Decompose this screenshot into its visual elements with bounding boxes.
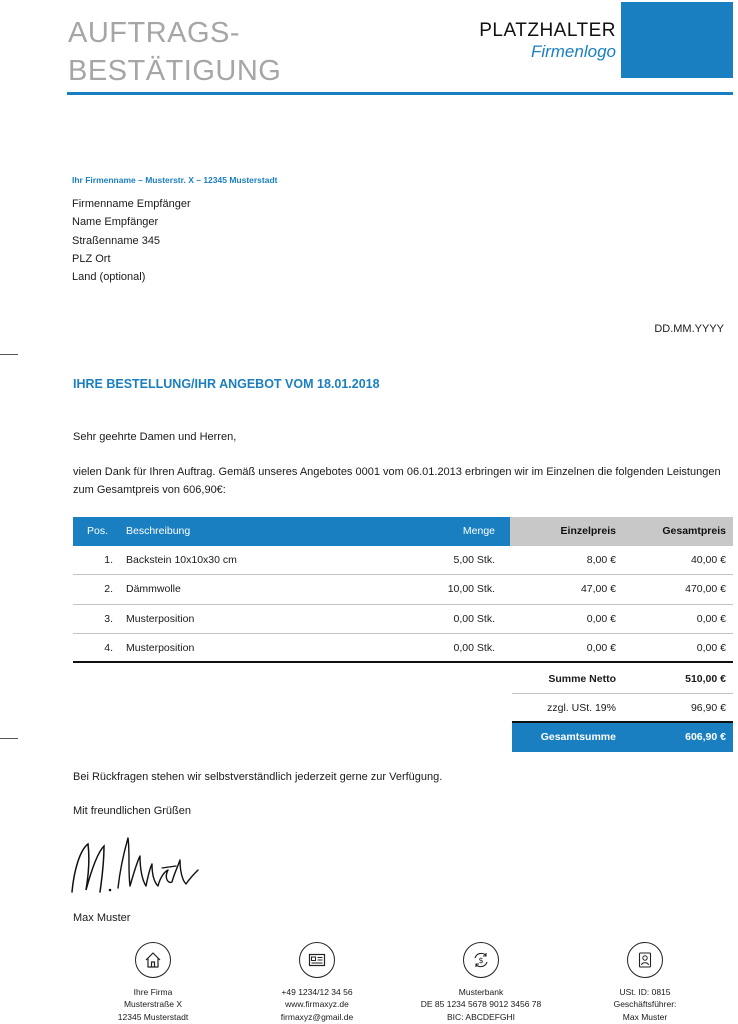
title-line-1: AUFTRAGS-: [68, 17, 241, 49]
footer-line: DE 85 1234 5678 9012 3456 78: [420, 999, 542, 1010]
greeting: Sehr geehrte Damen und Herren,: [73, 431, 237, 443]
vat-value: 96,90 €: [690, 702, 726, 714]
table-row: [73, 605, 733, 634]
intro-paragraph: vielen Dank für Ihren Auftrag. Gemäß unseres Angebotes 0001 vom 06.01.2013 erbringen wir im Einzelnen die folgenden Leistungen zum Gesamtpreis von 606,90€:: [73, 466, 721, 496]
vat-label: zzgl. USt. 19%: [547, 702, 616, 714]
row-unit-price: 0,00 €: [586, 641, 616, 654]
row-total-price: 470,00 €: [685, 583, 726, 596]
footer-line: BIC: ABCDEFGHI: [446, 1011, 515, 1022]
row-pos: 2.: [104, 583, 113, 596]
logo-color-block: [621, 2, 733, 78]
footer-line: Musterstraße X: [123, 999, 183, 1010]
regards: Mit freundlichen Grüßen: [73, 805, 191, 817]
fold-mark-top: [0, 354, 18, 355]
header-divider: [67, 92, 733, 95]
footer-line: +49 1234/12 34 56: [281, 987, 353, 997]
row-unit-price: 47,00 €: [580, 583, 616, 596]
document-title: [68, 14, 281, 90]
net-total-value: 510,00 €: [685, 673, 726, 685]
signer-name: Max Muster: [73, 912, 131, 924]
header-quantity: Menge: [462, 525, 495, 537]
row-total-price: 40,00 €: [690, 554, 726, 566]
row-description: Musterposition: [126, 612, 195, 625]
footer-legal: [570, 942, 720, 1023]
header-unit-price: Einzelpreis: [560, 525, 616, 537]
row-unit-price: 8,00 €: [586, 554, 616, 566]
net-total-row: [512, 665, 733, 694]
table-row: [73, 546, 733, 575]
footer-contact: [242, 942, 392, 1023]
row-quantity: 0,00 Stk.: [453, 612, 495, 625]
header-total-price: Gesamtpreis: [662, 525, 726, 537]
svg-text:$: $: [478, 956, 484, 966]
sender-line: Ihr Firmenname – Musterstr. X – 12345 Musterstadt: [72, 175, 278, 185]
footer-line: USt. ID: 0815: [619, 987, 671, 997]
row-pos: 4.: [104, 641, 113, 654]
header-pos: Pos.: [87, 525, 109, 537]
subject-line: IHRE BESTELLUNG/IHR ANGEBOT VOM 18.01.2018: [73, 377, 380, 391]
row-total-price: 0,00 €: [696, 641, 726, 654]
footer-line: firmaxyz@gmail.de: [280, 1011, 354, 1022]
footer-line: Musterbank: [458, 987, 504, 997]
logo-placeholder: [479, 20, 616, 62]
fold-mark-bottom: [0, 738, 18, 739]
row-pos: 3.: [104, 612, 113, 625]
row-pos: 1.: [104, 554, 113, 566]
row-quantity: 10,00 Stk.: [447, 583, 495, 596]
contact-card-icon: [299, 942, 335, 978]
manager-icon: [627, 942, 663, 978]
footer-line: www.firmaxyz.de: [285, 999, 349, 1010]
handwritten-signature: [66, 830, 206, 905]
recipient-street: Straßenname 345: [72, 234, 161, 247]
net-total-label: Summe Netto: [548, 673, 616, 685]
header-description: Beschreibung: [126, 525, 191, 537]
recipient-country: Land (optional): [72, 271, 146, 284]
row-quantity: 5,00 Stk.: [453, 554, 495, 566]
footer-bank: [406, 942, 556, 1023]
footer-line: Max Muster: [622, 1011, 668, 1022]
footer-line: 12345 Musterstadt: [117, 1011, 189, 1022]
vat-row: [512, 694, 733, 723]
row-description: Dämmwolle: [126, 583, 181, 596]
items-table: [73, 517, 733, 663]
row-unit-price: 0,00 €: [586, 612, 616, 625]
row-description: Musterposition: [126, 641, 195, 654]
logo-main-text: PLATZHALTER: [479, 20, 616, 41]
table-header: [73, 517, 733, 546]
footer-line: Ihre Firma: [133, 987, 173, 997]
table-row: [73, 634, 733, 663]
title-line-2: BESTÄTIGUNG: [68, 55, 282, 87]
footer-company: [78, 942, 228, 1023]
row-description: Backstein 10x10x30 cm: [126, 554, 237, 566]
recipient-city: PLZ Ort: [72, 252, 111, 265]
row-quantity: 0,00 Stk.: [453, 641, 495, 654]
document-date: DD.MM.YYYY: [654, 323, 724, 335]
logo-sub-text: Firmenlogo: [530, 42, 616, 61]
recipient-company: Firmenname Empfänger: [72, 198, 191, 210]
closing-sentence: Bei Rückfragen stehen wir selbstverständlich jederzeit gerne zur Verfügung.: [73, 771, 443, 783]
grand-total-label: Gesamtsumme: [540, 731, 616, 743]
grand-total-row: [512, 723, 733, 752]
bank-transfer-icon: [463, 942, 499, 978]
recipient-address: [72, 195, 191, 286]
table-row: [73, 575, 733, 604]
row-total-price: 0,00 €: [696, 612, 726, 625]
recipient-name: Name Empfänger: [72, 216, 159, 229]
grand-total-value: 606,90 €: [685, 731, 726, 743]
house-icon: [135, 942, 171, 978]
footer-line: Geschäftsführer:: [613, 999, 677, 1010]
